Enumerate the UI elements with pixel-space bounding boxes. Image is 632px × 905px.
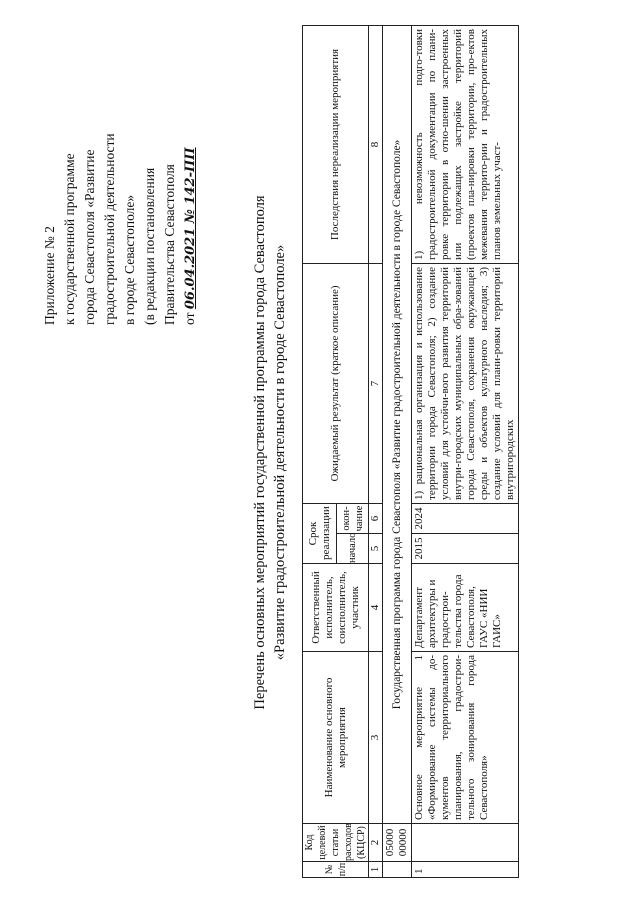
header-result: Ожидаемый результат (краткое описание): [303, 263, 369, 503]
appendix-line: градостроительной деятельности: [102, 133, 117, 325]
title-line-1: Перечень основных мероприятий государственной программы города Севастополя: [252, 195, 268, 710]
column-number: 8: [369, 25, 383, 263]
row-num: 1: [412, 862, 519, 878]
program-code-cell: [383, 824, 412, 862]
header-executor: Ответственный исполнитель, соисполнитель, участник: [303, 564, 369, 652]
row-code: [412, 824, 519, 862]
appendix-line: к государственной программе: [62, 153, 77, 325]
row-measure-name: Основное мероприятие 1 «Формирование системы до-кументов территориального планирования, градострои-тельного зонирования города Севастополя»: [412, 652, 519, 824]
program-num-cell: [383, 862, 412, 878]
row-executor: Департамент архитектуры и градострои-тельства города Севастополя, ГАУС «НИИ ГАИС»: [412, 564, 519, 652]
column-number: 6: [369, 503, 383, 533]
title-line-2: «Развитие градостроительной деятельности в городе Севастополе»: [272, 244, 288, 661]
program-title-cell: Государственная программа города Севастополя «Развитие градостроительной деятельности в городе Севастополе»: [383, 25, 412, 823]
column-number-row: [369, 25, 383, 877]
column-number: 1: [369, 862, 383, 878]
column-number: 2: [369, 824, 383, 862]
column-number: 5: [369, 534, 383, 564]
row-consequence: 1) невозможность подго-товки градостроительной документации по плани-ровке территории в отно-шении застроенных или подлежащих застройке территорий (проектов пла-нировки территории, про-ектов межевания террито-рии и градостроительных планов земельных участ-: [412, 25, 519, 263]
handwritten-date-number: 06.04.2021 № 142-ПП: [183, 147, 198, 310]
column-number: 7: [369, 263, 383, 503]
appendix-line: Правительства Севастополя: [162, 164, 177, 325]
header-name: Наименование основного мероприятия: [303, 652, 369, 824]
header-start: начало: [337, 534, 369, 564]
header-num: № п/п: [303, 862, 369, 878]
program-code-part: 00000: [397, 828, 409, 857]
document-title: [250, 15, 290, 890]
row-start-year: 2015: [412, 534, 519, 564]
row-expected-result: 1) рациональная организация и использование территории города Севастополя; 2) создание условий для устойчи-вого развития территорий внутри-городских муниципальных обра-зований города Севастополя, сохранения окружающей среды и объектов культурного наследия; 3) создание условий для плани-ровки территорий внутригородских: [412, 263, 519, 503]
table-header-row: [303, 25, 337, 877]
column-number: 3: [369, 652, 383, 824]
header-end: окон-чание: [337, 503, 369, 533]
header-code: Код целевой статьи расходов (КЦСР): [304, 823, 367, 861]
measures-table: [302, 25, 519, 878]
program-row: [383, 25, 412, 877]
row-end-year: 2024: [412, 503, 519, 533]
appendix-line: города Севастополя «Развитие: [82, 149, 97, 325]
appendix-line: в городе Севастополе»: [122, 194, 137, 325]
header-term: Срок реализации: [303, 503, 337, 563]
appendix-line: Приложение № 2: [42, 226, 57, 325]
appendix-date-line: [180, 25, 201, 325]
appendix-note: [40, 25, 201, 325]
appendix-line: (в редакции постановления: [142, 167, 157, 325]
program-code-part: 05000: [384, 828, 396, 857]
rotated-content: [20, 15, 612, 890]
header-consequence: Последствия нереализации мероприятия: [303, 25, 369, 263]
column-number: 4: [369, 564, 383, 652]
table-row: [412, 25, 519, 877]
date-prefix: от: [182, 312, 197, 325]
